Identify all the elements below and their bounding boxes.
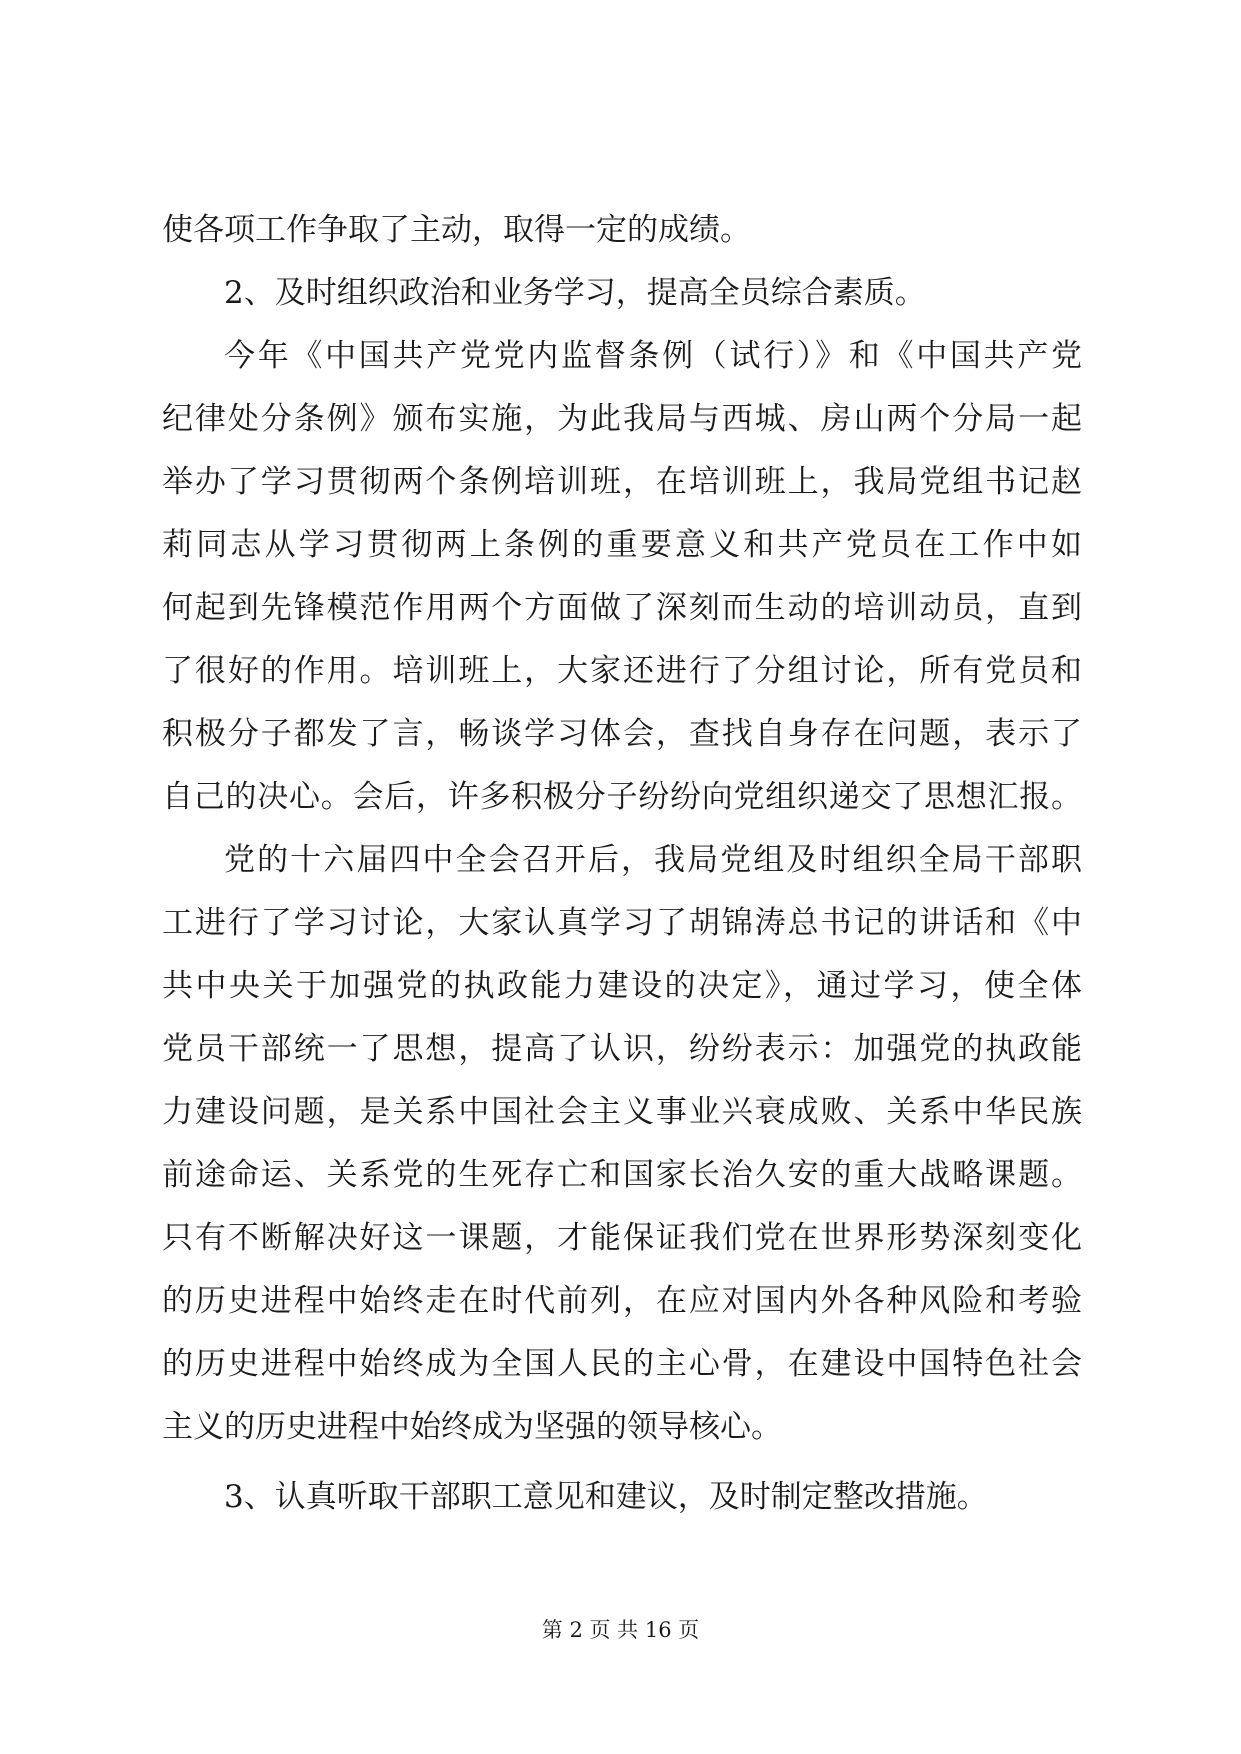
text-line: 何起到先锋模范作用两个方面做了深刻而生动的培训动员，直到: [162, 590, 1082, 626]
text-line: 前途命运、关系党的生死存亡和国家长治久安的重大战略课题。: [162, 1157, 1082, 1193]
text-line: 举办了学习贯彻两个条例培训班，在培训班上，我局党组书记赵: [162, 464, 1082, 500]
text-line: 莉同志从学习贯彻两上条例的重要意义和共产党员在工作中如: [162, 527, 1082, 563]
text-line: 自己的决心。会后，许多积极分子纷纷向党组织递交了思想汇报。: [162, 779, 1082, 815]
text-line: 党的十六届四中全会召开后，我局党组及时组织全局干部职: [224, 842, 1082, 878]
text-line: 的历史进程中始终成为全国人民的主心骨，在建设中国特色社会: [162, 1346, 1082, 1382]
section-heading: 2、及时组织政治和业务学习，提高全员综合素质。: [224, 275, 926, 311]
page-number-footer: 第 2 页 共 16 页: [541, 1618, 700, 1642]
text-line: 今年《中国共产党党内监督条例（试行）》和《中国共产党: [224, 338, 1082, 374]
text-line: 积极分子都发了言，畅谈学习体会，查找自身存在问题，表示了: [162, 716, 1082, 752]
text-line: 党员干部统一了思想，提高了认识，纷纷表示：加强党的执政能: [162, 1031, 1082, 1067]
text-line: 纪律处分条例》颁布实施，为此我局与西城、房山两个分局一起: [162, 401, 1082, 437]
text-line: 力建设问题，是关系中国社会主义事业兴衰成败、关系中华民族: [162, 1094, 1082, 1130]
text-line: 了很好的作用。培训班上，大家还进行了分组讨论，所有党员和: [162, 653, 1082, 689]
text-line: 共中央关于加强党的执政能力建设的决定》，通过学习，使全体: [162, 968, 1082, 1004]
text-line: 的历史进程中始终走在时代前列，在应对国内外各种风险和考验: [162, 1283, 1082, 1319]
section-heading: 3、认真听取干部职工意见和建议，及时制定整改措施。: [224, 1479, 988, 1515]
text-line: 只有不断解决好这一课题，才能保证我们党在世界形势深刻变化: [162, 1220, 1082, 1256]
text-line: 使各项工作争取了主动，取得一定的成绩。: [162, 212, 751, 248]
text-line: 主义的历史进程中始终成为坚强的领导核心。: [162, 1409, 782, 1445]
text-line: 工进行了学习讨论，大家认真学习了胡锦涛总书记的讲话和《中: [162, 905, 1082, 941]
